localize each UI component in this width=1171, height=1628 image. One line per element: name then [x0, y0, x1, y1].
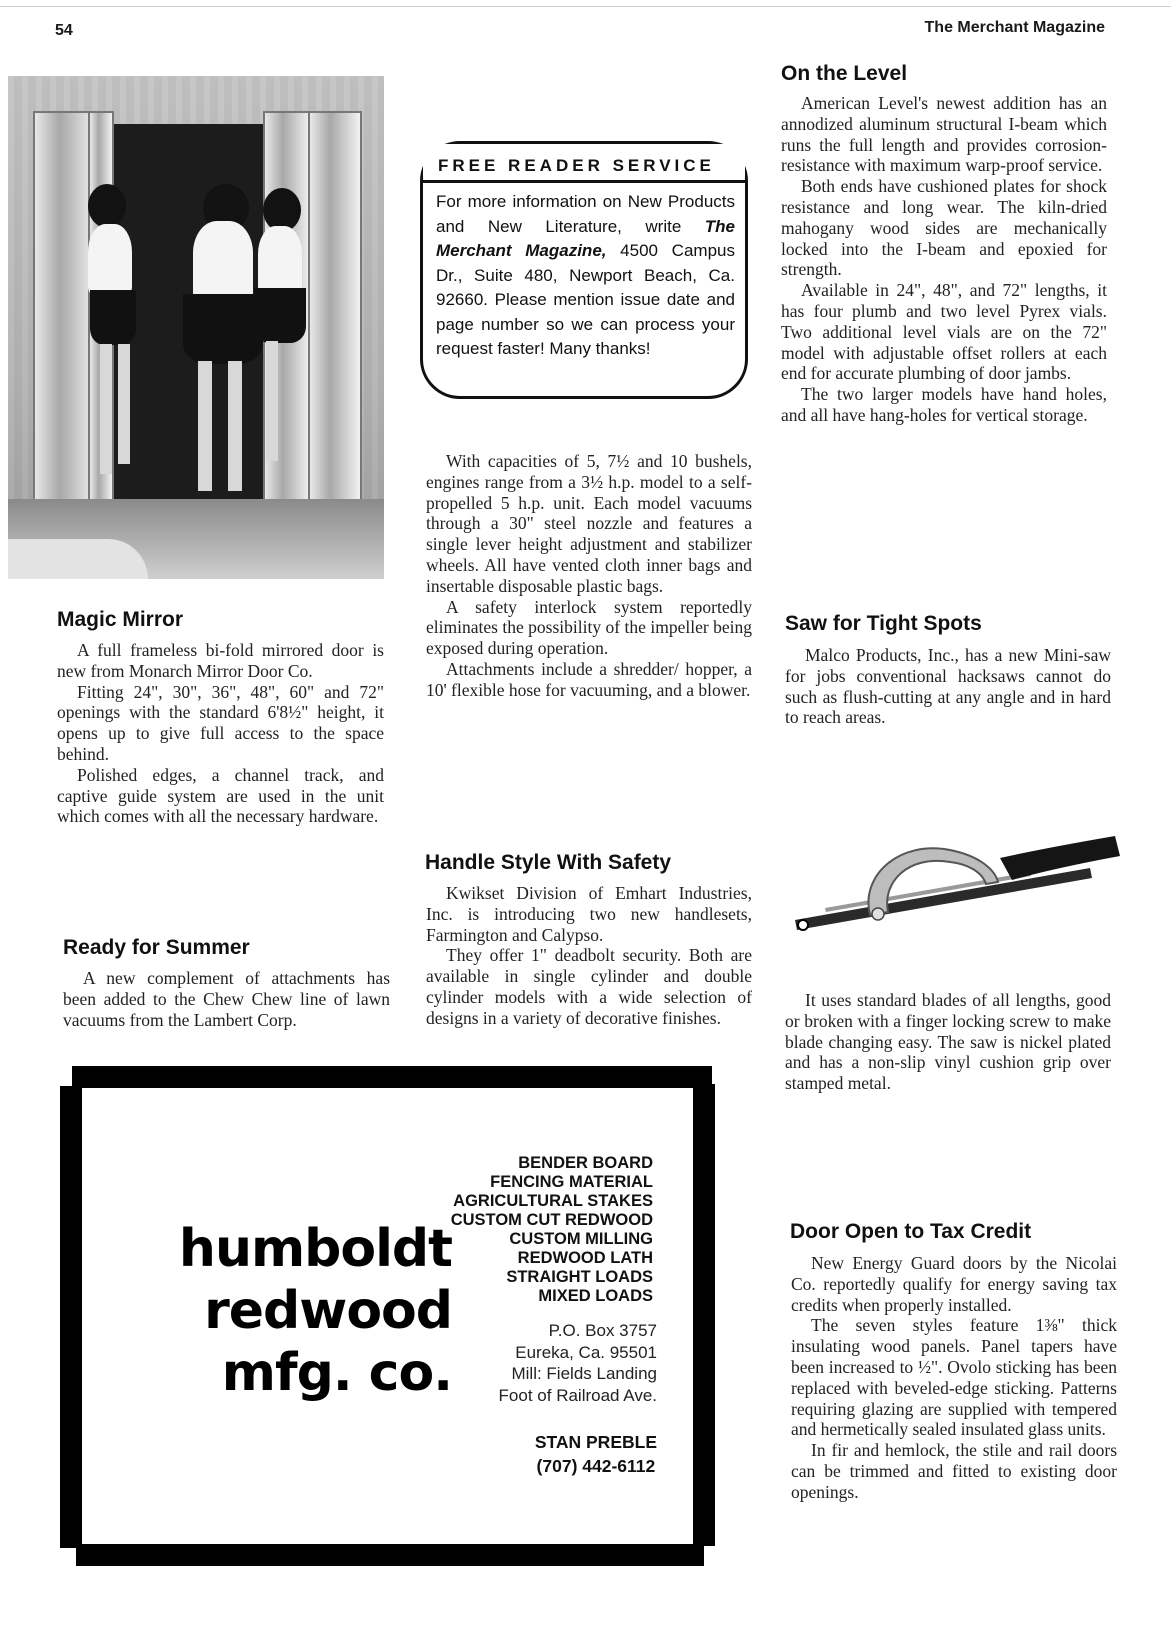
free-reader-service-box	[420, 141, 748, 399]
saw-body-continued: It uses standard blades of all lengths, good or broken with a finger locking screw to make blade changing easy. The saw is nickel plated and has a non-slip vinyl cushion grip over stamped metal.	[785, 990, 1111, 1094]
reader-service-title: FREE READER SERVICE	[438, 156, 715, 175]
saw-heading: Saw for Tight Spots	[785, 612, 982, 635]
handle-style-heading: Handle Style With Safety	[425, 851, 672, 874]
magazine-name: The Merchant Magazine,	[436, 216, 735, 260]
page-number: 54	[55, 22, 73, 39]
ad-contact	[535, 1430, 657, 1478]
ad-phone: (707) 442-6112	[536, 1456, 656, 1476]
on-the-level-body: American Level's newest addition has an annodized aluminum structural I-beam which runs the full length and provides corrosion-resistance with maximum warp-proof service. Both ends have cushioned plates for shock resistance and long wear. The kiln-dried mahogany wood sides are mechanically locked into the I-beam and epoxied for strength. Available in 24", 48", and 72" lengths, it has four plumb and two level Pyrex vials. Two additional level vials are on the 72" model with adjustable offset rollers at each end for accurate plumbing of door jambs. The two larger models have hand holes, and all have hang-holes for vertical storage.	[781, 93, 1107, 425]
handle-style-body: Kwikset Division of Emhart Industries, Inc. is introducing two new handlesets, Farmington and Calypso. They offer 1" deadbolt security. Both are available in single cylinder and double cylinder models with a wide selection of designs in a variety of decorative finishes.	[426, 883, 752, 1028]
mirror-door-photo	[8, 76, 384, 579]
humboldt-redwood-ad	[60, 1066, 715, 1566]
vacuum-continued-body: With capacities of 5, 7½ and 10 bushels, engines range from a 3½ h.p. model to a self-propelled 5 h.p. unit. Each model vacuums through a 30" steel nozzle and features a single lever height adjustment and stabilizer wheels. All have vented cloth inner bags and insertable disposable plastic bags. A safety interlock system reportedly eliminates the possibility of the impeller being exposed during operation. Attachments include a shredder/ hopper, a 10' flexible hose for vacuuming, and a blower.	[426, 451, 752, 700]
ad-product-list: BENDER BOARD FENCING MATERIAL AGRICULTURAL STAKES CUSTOM CUT REDWOOD CUSTOM MILLING REDWOOD LATH STRAIGHT LOADS MIXED LOADS	[450, 1154, 653, 1305]
publication-title: The Merchant Magazine	[924, 19, 1105, 36]
ad-address: P.O. Box 3757 Eureka, Ca. 95501 Mill: Fields Landing Foot of Railroad Ave.	[498, 1321, 657, 1405]
on-the-level-heading: On the Level	[781, 62, 908, 85]
magic-mirror-heading: Magic Mirror	[57, 608, 184, 631]
ready-for-summer-body: A new complement of attachments has been added to the Chew Chew line of lawn vacuums from the Lambert Corp.	[63, 968, 390, 1030]
ad-contact-name: STAN PREBLE	[534, 1432, 657, 1452]
top-rule	[0, 6, 1171, 7]
ready-for-summer-heading: Ready for Summer	[63, 936, 250, 959]
magic-mirror-body: A full frameless bi-fold mirrored door is new from Monarch Mirror Door Co. Fitting 24", 30", 36", 48", 60" and 72" openings with the standard 6'8½" height, it opens up to give full access to the space behind. Polished edges, a channel track, and captive guide system are used in the unit which comes with all the necessary hardware.	[57, 640, 384, 827]
ad-logo: humboldt redwood mfg. co.	[178, 1219, 452, 1403]
door-tax-heading: Door Open to Tax Credit	[790, 1220, 1032, 1243]
door-tax-body: New Energy Guard doors by the Nicolai Co. reportedly qualify for energy saving tax credits when properly installed. The seven styles feature 1⅜" thick insulating wood panels. Panel tapers have been increased to ½". Ovolo sticking has been replaced with beveled-edge sticking. Patterns requiring glazing are supplied with tempered and hermetically sealed insulated glass units. In fir and hemlock, the stile and rail doors can be trimmed and fitted to existing door openings.	[791, 1253, 1117, 1502]
mini-saw-image	[790, 780, 1120, 960]
saw-body: Malco Products, Inc., has a new Mini-saw for jobs conventional hacksaws cannot do such as flush-cutting at any angle and in hard to reach areas.	[785, 645, 1111, 728]
reader-service-text: For more information on New Products and New Literature, write The Merchant Magazine, 4500 Campus Dr., Suite 480, Newport Beach, Ca. 92660. Please mention issue date and page number so we can process your request faster! Many thanks!	[436, 192, 735, 358]
